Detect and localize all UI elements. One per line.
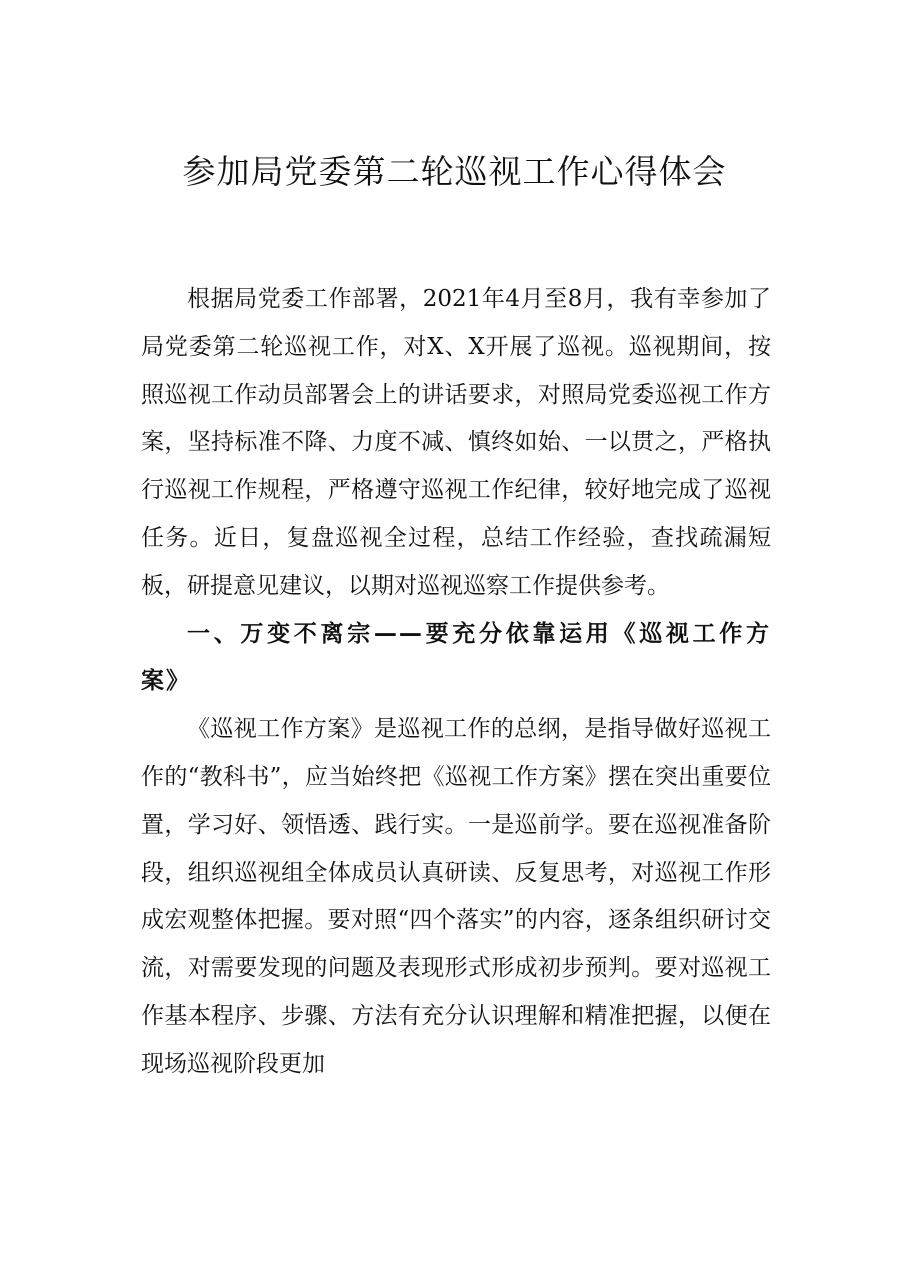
paragraph-section-one: 《巡视工作方案》是巡视工作的总纲，是指导做好巡视工作的“教科书”，应当始终把《巡视工作方案》摆在突出重要位置，学习好、领悟透、践行实。一是巡前学。要在巡视准备阶段，组织巡视组全体成员认真研读、反复思考，对巡视工作形成宏观整体把握。要对照“四个落实”的内容，逐条组织研讨交流，对需要发现的问题及表现形式形成初步预判。要对巡视工作基本程序、步骤、方法有充分认识理解和精准把握，以便在现场巡视阶段更加 <box>141 716 771 1077</box>
paragraph-intro: 根据局党委工作部署，2021年4月至8月，我有幸参加了局党委第二轮巡视工作，对X、X开展了巡视。巡视期间，按照巡视工作动员部署会上的讲话要求，对照局党委巡视工作方案，坚持标准不降、力度不减、慎终如始、一以贯之，严格执行巡视工作规程，严格遵守巡视工作纪律，较好地完成了巡视任务。近日，复盘巡视全过程，总结工作经验，查找疏漏短板，研提意见建议，以期对巡视巡察工作提供参考。 <box>141 286 771 599</box>
document-body <box>141 276 771 1089</box>
section-heading: 一、万变不离宗——要充分依靠运用《巡视工作方案》 <box>141 620 771 695</box>
document-title: 参加局党委第二轮巡视工作心得体会 <box>182 152 727 191</box>
